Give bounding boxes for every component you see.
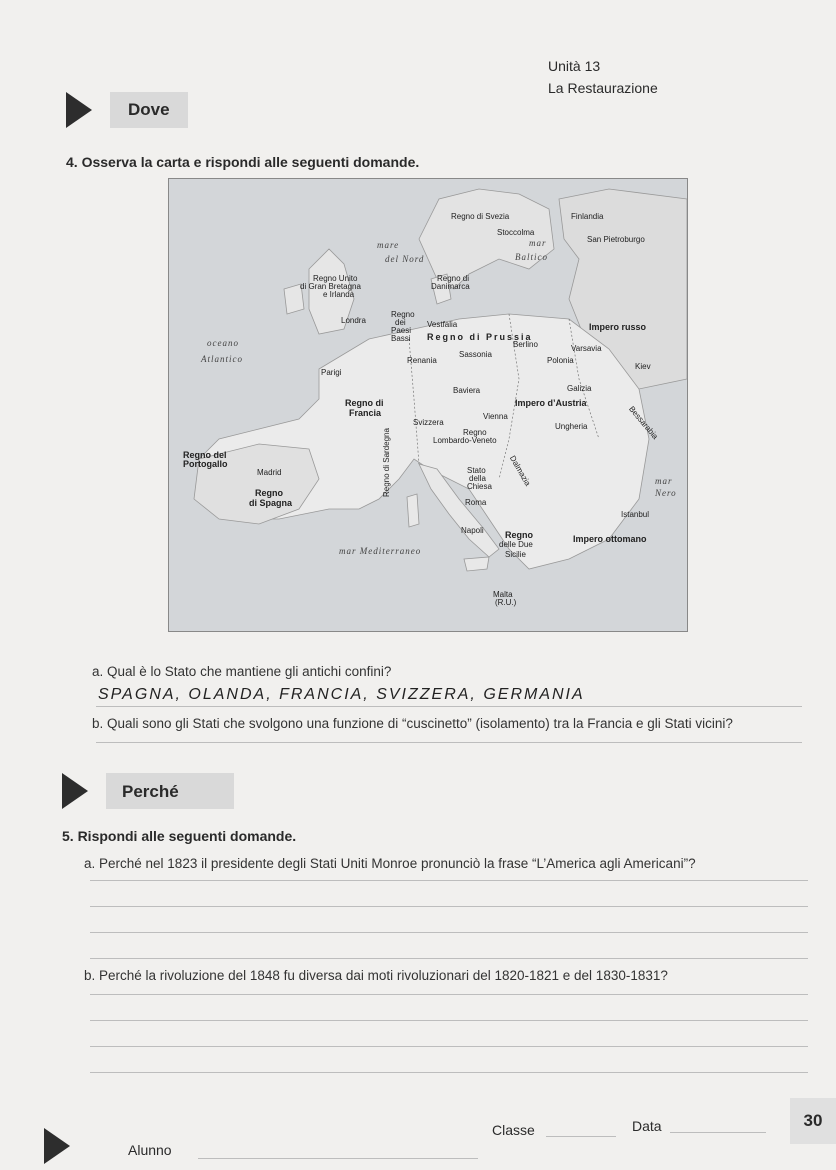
question-5a: a. Perché nel 1823 il presidente degli Stati Uniti Monroe pronunciò la frase “L’America agli Americani”? <box>84 856 696 871</box>
map-label: (R.U.) <box>495 598 517 607</box>
question-5: 5. Rispondi alle seguenti domande. <box>62 828 297 844</box>
unit-number: Unità 13 <box>548 58 601 74</box>
map-label: Regno di <box>345 398 384 408</box>
page-number: 30 <box>790 1098 836 1144</box>
answer-line[interactable] <box>90 932 808 933</box>
map-label: Regno <box>505 530 533 540</box>
map-label: Francia <box>349 408 382 418</box>
map-label: Impero d’Austria <box>515 398 587 408</box>
map-label: oceano <box>207 338 239 348</box>
question-5b: b. Perché la rivoluzione del 1848 fu diversa dai moti rivoluzionari del 1820-1821 e del 1830-1831? <box>84 968 668 983</box>
map-label: e Irlanda <box>323 290 355 299</box>
map-label: Londra <box>341 316 366 325</box>
question-4: 4. Osserva la carta e rispondi alle seguenti domande. <box>66 154 420 170</box>
map-label: Vestfalia <box>427 320 458 329</box>
map-label: delle Due <box>499 540 533 549</box>
answer-4a[interactable]: SPAGNA, OLANDA, FRANCIA, SVIZZERA, GERMANIA <box>98 686 585 703</box>
map-label: Bessarabia <box>627 404 660 441</box>
map-label: Lombardo-Veneto <box>433 436 497 445</box>
map-label: Kiev <box>635 362 651 371</box>
map-label: Stoccolma <box>497 228 535 237</box>
map-label: Dalmazia <box>507 454 533 488</box>
unit-title: La Restaurazione <box>548 80 658 96</box>
map-label: Regno di Prussia <box>427 332 533 342</box>
historical-map <box>168 178 688 632</box>
map-label: mar <box>655 476 673 486</box>
footer-classe-label: Classe <box>492 1122 535 1138</box>
answer-line[interactable] <box>90 880 808 881</box>
map-label: Paesi <box>391 326 412 335</box>
answer-line[interactable] <box>96 742 802 743</box>
map-label: Finlandia <box>571 212 604 221</box>
map-label: Nero <box>655 488 677 498</box>
map-label: Regno <box>255 488 283 498</box>
map-label: Renania <box>407 356 437 365</box>
footer-data-label: Data <box>632 1118 662 1134</box>
map-label: Sicilie <box>505 550 526 559</box>
answer-line[interactable] <box>90 1020 808 1021</box>
map-label: Galizia <box>567 384 592 393</box>
map-label: mar Mediterraneo <box>339 546 422 556</box>
map-label: Madrid <box>257 468 282 477</box>
map-label: di Gran Bretagna <box>300 282 361 291</box>
map-label: dei <box>395 318 406 327</box>
map-label: Impero russo <box>589 322 647 332</box>
footer-alunno-label: Alunno <box>128 1142 172 1158</box>
map-label: Ungheria <box>555 422 588 431</box>
section-arrow-icon <box>62 773 88 809</box>
alunno-field[interactable] <box>198 1158 478 1159</box>
map-label: Regno di Sardegna <box>382 428 391 497</box>
map-label: di Spagna <box>249 498 293 508</box>
map-label: Berlino <box>513 340 538 349</box>
map-label: Roma <box>465 498 487 507</box>
map-label: Polonia <box>547 356 574 365</box>
question-4b: b. Quali sono gli Stati che svolgono una funzione di “cuscinetto” (isolamento) tra la Francia e gli Stati vicini? <box>92 716 733 731</box>
answer-line[interactable] <box>90 958 808 959</box>
map-label: Baviera <box>453 386 481 395</box>
map-label: Istanbul <box>621 510 650 519</box>
map-label: Danimarca <box>431 282 470 291</box>
answer-line[interactable] <box>96 706 802 707</box>
map-label: Malta <box>493 590 513 599</box>
map-label: Svizzera <box>413 418 444 427</box>
answer-line[interactable] <box>90 1072 808 1073</box>
answer-line[interactable] <box>90 994 808 995</box>
section-arrow-icon <box>66 92 92 128</box>
map-label: Atlantico <box>201 354 243 364</box>
map-shapes <box>169 179 687 631</box>
answer-line[interactable] <box>90 1046 808 1047</box>
map-label: della <box>469 474 486 483</box>
map-label: Chiesa <box>467 482 492 491</box>
map-label: del Nord <box>385 254 425 264</box>
map-label: Vienna <box>483 412 508 421</box>
map-label: San Pietroburgo <box>587 235 645 244</box>
classe-field[interactable] <box>546 1136 616 1137</box>
map-label: Regno del <box>183 450 227 460</box>
map-label: Baltico <box>515 252 548 262</box>
map-label: Regno di Svezia <box>451 212 510 221</box>
answer-line[interactable] <box>90 906 808 907</box>
map-label: mar <box>529 238 547 248</box>
map-label: Sassonia <box>459 350 492 359</box>
map-label: mare <box>377 240 400 250</box>
footer-arrow-icon <box>44 1128 70 1164</box>
map-label: Bassi <box>391 334 411 343</box>
map-label: Regno Unito <box>313 274 358 283</box>
map-label: Parigi <box>321 368 342 377</box>
map-label: Stato <box>467 466 486 475</box>
section-perche-label: Perché <box>122 782 179 801</box>
map-label: Regno <box>391 310 415 319</box>
data-field[interactable] <box>670 1132 766 1133</box>
map-label: Regno <box>463 428 487 437</box>
map-label: Impero ottomano <box>573 534 647 544</box>
section-dove-label: Dove <box>128 100 170 119</box>
map-label: Portogallo <box>183 459 228 469</box>
question-4a: a. Qual è lo Stato che mantiene gli antichi confini? <box>92 664 392 679</box>
map-label: Regno di <box>437 274 470 283</box>
map-label: Napoli <box>461 526 484 535</box>
map-label: Varsavia <box>571 344 602 353</box>
